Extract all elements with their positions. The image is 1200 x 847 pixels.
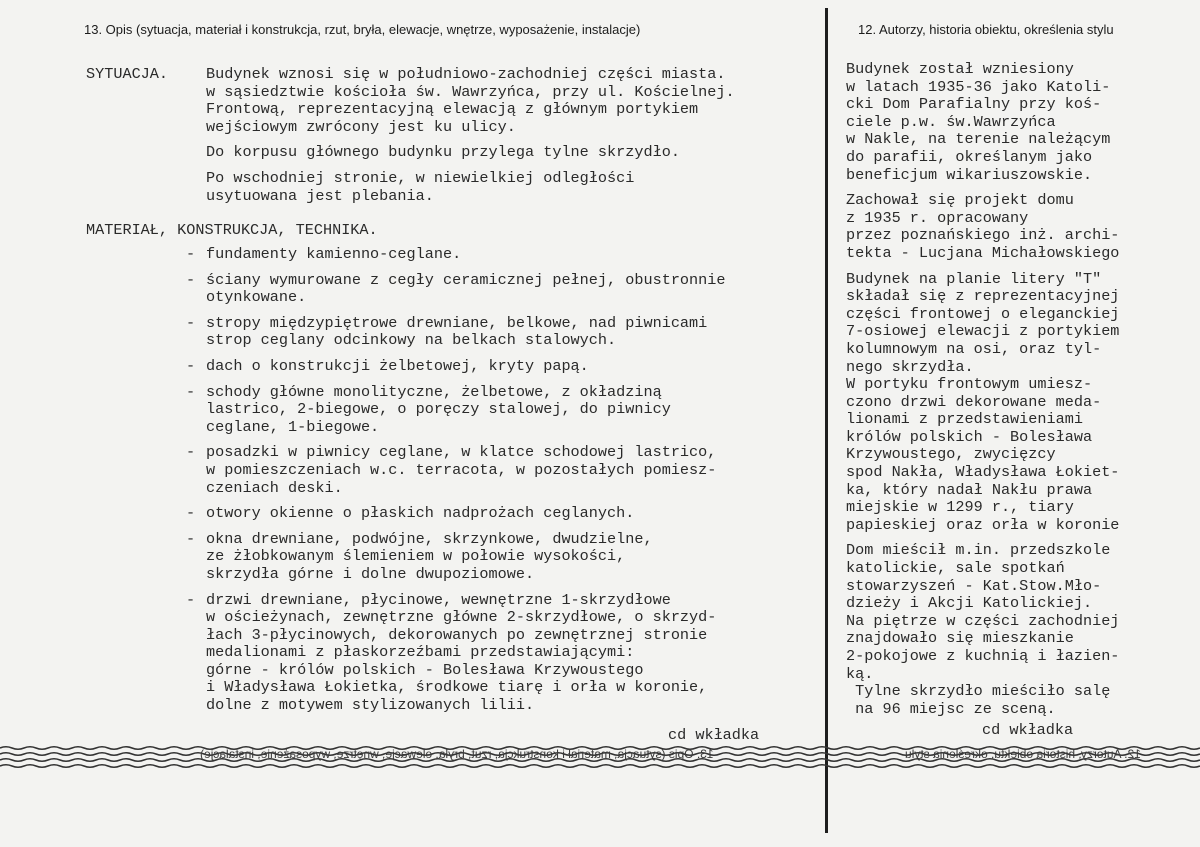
- mirrored-header-right: 12. Autorzy, historia obiektu, określenia stylu: [905, 747, 1141, 761]
- text-line: z 1935 r. opracowany: [846, 208, 1029, 227]
- list-item-text: [206, 592, 716, 715]
- text-line: medalionami z płaskorzeźbami przedstawiającymi:: [206, 643, 635, 662]
- situation-paragraph: [206, 170, 806, 205]
- text-line: w ościeżynach, zewnętrzne główne 2-skrzydłowe, o skrzyd-: [206, 608, 717, 627]
- text-line: ką.: [846, 664, 874, 683]
- text-line: Dom mieścił m.in. przedszkole: [846, 541, 1111, 560]
- situation-text: [206, 66, 806, 213]
- text-line: stropy międzypiętrowe drewniane, belkowe, nad piwnicami: [206, 313, 708, 332]
- list-item: [186, 246, 806, 264]
- dash-bullet: -: [186, 382, 196, 401]
- text-line: stowarzyszeń - Kat.Stow.Mło-: [846, 576, 1102, 595]
- text-line: katolickie, sale spotkań: [846, 559, 1065, 578]
- dash-bullet: -: [186, 245, 196, 263]
- list-item-text: [206, 358, 589, 376]
- text-line: tekta - Lucjana Michałowskiego: [846, 243, 1120, 262]
- text-line: Frontową, reprezentacyjną elewacją z głównym portykiem: [206, 100, 699, 119]
- dash-bullet: -: [186, 356, 196, 375]
- text-line: Budynek został wzniesiony: [846, 60, 1074, 78]
- text-line: czeniach deski.: [206, 478, 343, 497]
- text-line: Zachował się projekt domu: [846, 191, 1074, 210]
- text-line: nego skrzydła.: [846, 357, 974, 376]
- text-line: w sąsiedztwie kościoła św. Wawrzyńca, przy ul. Kościelnej.: [206, 82, 735, 101]
- text-line: w pomieszczeniach w.c. terracota, w pozostałych pomiesz-: [206, 460, 717, 479]
- column-divider: [825, 8, 828, 833]
- text-line: w latach 1935-36 jako Katoli-: [846, 77, 1111, 96]
- text-line: do parafii, określanym jako: [846, 147, 1093, 166]
- text-line: składał się z reprezentacyjnej: [846, 287, 1120, 306]
- list-item: [186, 592, 806, 715]
- text-line: Tylne skrzydło mieściło salę: [846, 682, 1111, 701]
- history-paragraph: [846, 61, 1166, 184]
- mirrored-header-left: 13. Opis (sytuacja, materiał i konstrukcja, rzut, bryła, elewacje, wnętrze, wyposażenie, instalacje): [200, 747, 714, 761]
- text-line: lastrico, 2-biegowe, o poręczy stalowej, do piwnicy: [206, 400, 671, 419]
- continued-note-left: cd wkładka: [668, 726, 760, 744]
- situation-paragraph: [206, 66, 806, 136]
- list-item-text: [206, 384, 671, 437]
- text-line: otynkowane.: [206, 288, 307, 307]
- text-line: ceglane, 1-biegowe.: [206, 417, 380, 436]
- continued-note-right: cd wkładka: [982, 721, 1074, 739]
- text-line: drzwi drewniane, płycinowe, wewnętrzne 1-skrzydłowe: [206, 590, 671, 609]
- list-item: [186, 444, 806, 497]
- text-line: usytuowana jest plebania.: [206, 186, 434, 205]
- dash-bullet: -: [186, 313, 196, 332]
- list-item-text: [206, 315, 707, 350]
- text-line: otwory okienne o płaskich nadprożach ceglanych.: [206, 504, 635, 523]
- text-line: 2-pokojowe z kuchnią i łazien-: [846, 647, 1120, 665]
- text-line: ściany wymurowane z cegły ceramicznej pełnej, obustronnie: [206, 270, 726, 289]
- text-line: w Nakle, na terenie należącym: [846, 130, 1111, 149]
- text-line: 7-osiowej elewacji z portykiem: [846, 322, 1120, 341]
- text-line: dach o konstrukcji żelbetowej, kryty papą.: [206, 356, 589, 375]
- situation-paragraph: [206, 144, 806, 162]
- list-item: [186, 315, 806, 350]
- history-paragraph: [846, 542, 1166, 718]
- list-item: [186, 531, 806, 584]
- text-line: na 96 miejsc ze sceną.: [846, 699, 1056, 718]
- text-line: i Władysława Łokietka, środkowe tiarę i orła w koronie,: [206, 678, 708, 697]
- section-12-header: 12. Autorzy, historia obiektu, określenia stylu: [858, 22, 1114, 37]
- text-line: górne - królów polskich - Bolesława Krzywoustego: [206, 660, 644, 679]
- text-line: Budynek wznosi się w południowo-zachodniej części miasta.: [206, 65, 726, 83]
- situation-label: SYTUACJA.: [86, 65, 169, 83]
- list-item: [186, 505, 806, 523]
- dash-bullet: -: [186, 504, 196, 523]
- text-line: Na piętrze w części zachodniej: [846, 611, 1120, 630]
- list-item-text: [206, 272, 726, 307]
- text-line: beneficjum wikariuszowskie.: [846, 165, 1093, 184]
- text-line: dzieży i Akcji Katolickiej.: [846, 594, 1093, 613]
- list-item-text: [206, 444, 716, 497]
- list-item-text: [206, 505, 634, 523]
- text-line: łach 3-płycinowych, dekorowanych po zewnętrznej stronie: [206, 625, 708, 644]
- dash-bullet: -: [186, 529, 196, 548]
- text-line: fundamenty kamienno-ceglane.: [206, 245, 462, 263]
- list-item: [186, 384, 806, 437]
- dash-bullet: -: [186, 270, 196, 289]
- text-line: lionami z przedstawieniami: [846, 410, 1083, 429]
- history-column: [846, 61, 1166, 726]
- list-item-text: [206, 531, 653, 584]
- text-line: miejskie w 1299 r., tiary: [846, 498, 1074, 517]
- material-list: [186, 246, 806, 723]
- text-line: Budynek na planie litery "T": [846, 269, 1102, 288]
- list-item: [186, 272, 806, 307]
- text-line: przez poznańskiego inż. archi-: [846, 226, 1120, 245]
- text-line: W portyku frontowym umiesz-: [846, 375, 1093, 394]
- text-line: skrzydła górne i dolne dwupoziomowe.: [206, 564, 535, 583]
- wave-line: [0, 765, 1200, 768]
- text-line: papieskiej oraz orła w koronie: [846, 515, 1120, 534]
- text-line: kolumnowym na osi, oraz tyl-: [846, 339, 1102, 358]
- dash-bullet: -: [186, 590, 196, 609]
- text-line: schody główne monolityczne, żelbetowe, z okładziną: [206, 382, 662, 401]
- dash-bullet: -: [186, 443, 196, 462]
- text-line: znajdowało się mieszkanie: [846, 629, 1074, 648]
- text-line: Po wschodniej stronie, w niewielkiej odległości: [206, 168, 635, 187]
- text-line: części frontowej o eleganckiej: [846, 304, 1120, 323]
- text-line: ka, który nadał Nakłu prawa: [846, 480, 1093, 499]
- text-line: strop ceglany odcinkowy na belkach stalowych.: [206, 331, 617, 350]
- text-line: królów polskich - Bolesława: [846, 427, 1093, 446]
- text-line: okna drewniane, podwójne, skrzynkowe, dwudzielne,: [206, 529, 653, 548]
- list-item: [186, 358, 806, 376]
- text-line: Do korpusu głównego budynku przylega tylne skrzydło.: [206, 143, 680, 162]
- text-line: czono drzwi dekorowane meda-: [846, 392, 1102, 411]
- text-line: wejściowym zwrócony jest ku ulicy.: [206, 117, 516, 136]
- text-line: ciele p.w. św.Wawrzyńca: [846, 112, 1056, 131]
- section-13-header: 13. Opis (sytuacja, materiał i konstrukcja, rzut, bryła, elewacje, wnętrze, wyposażenie, instalacje): [84, 22, 641, 37]
- text-line: Krzywoustego, zwycięzcy: [846, 445, 1056, 464]
- text-line: cki Dom Parafialny przy koś-: [846, 95, 1102, 114]
- history-paragraph: [846, 192, 1166, 262]
- list-item-text: [206, 246, 461, 264]
- text-line: spod Nakła, Władysława Łokiet-: [846, 463, 1120, 482]
- material-title: MATERIAŁ, KONSTRUKCJA, TECHNIKA.: [86, 221, 378, 239]
- text-line: dolne z motywem stylizowanych lilii.: [206, 696, 535, 715]
- history-paragraph: [846, 271, 1166, 535]
- text-line: posadzki w piwnicy ceglane, w klatce schodowej lastrico,: [206, 443, 717, 462]
- text-line: ze żłobkowanym ślemieniem w połowie wysokości,: [206, 547, 626, 566]
